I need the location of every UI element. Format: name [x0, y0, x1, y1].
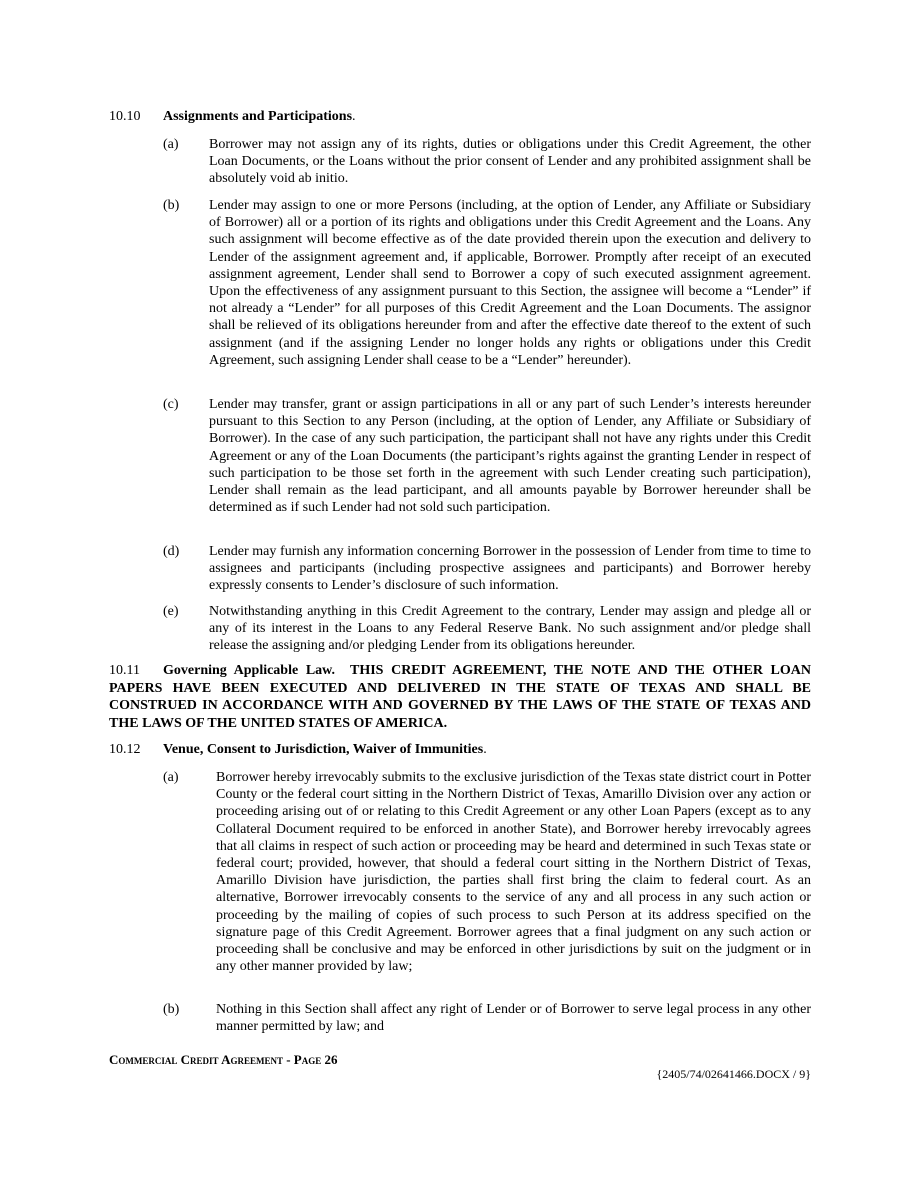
item-label: (d) — [163, 544, 180, 559]
item-text: Notwithstanding anything in this Credit Agreement to the contrary, Lender may assign and pledge all or any of its interest in the Loans to any Federal Reserve Bank. No such assignment and/or pledge shall release the assigning and/or pledging Lender from its obligations hereunder. — [209, 604, 811, 654]
section-title: Assignments and Participations — [163, 109, 353, 124]
item-label: (a) — [163, 137, 179, 152]
section-number: 10.11 — [109, 663, 140, 678]
footer-page-title: Commercial Credit Agreement - Page 26 — [109, 1052, 338, 1067]
item-label: (b) — [163, 1002, 180, 1017]
item-text: Lender may furnish any information concerning Borrower in the possession of Lender from time to time to assignees and participants (including prospective assignees and participants) and Borrower hereby expressly consents to Lender’s disclosure of such information. — [209, 544, 811, 594]
section-body: THIS CREDIT AGREEMENT, THE NOTE AND THE OTHER LOAN PAPERS HAVE BEEN EXECUTED AND DELIVERED IN THE STATE OF TEXAS AND SHALL BE CONSTRUED IN ACCORDANCE WITH AND GOVERNED BY THE LAWS OF THE STATE OF TEXAS AND THE LAWS OF THE UNITED STATES OF AMERICA. — [109, 663, 812, 731]
item-text: Lender may assign to one or more Persons (including, at the option of Lender, any Affiliate or Subsidiary of Borrower) all or a portion of its rights and obligations under this Credit Agreement and the Loans. Any such assignment will become effective as of the date provided therein upon the execution and delivery to Lender of the assignment agreement and, if applicable, Borrower. Promptly after receipt of an executed assignment agreement, Lender shall send to Borrower a copy of such executed assignment agreement. Upon the effectiveness of any assignment pursuant to this Section, the assignee will become a “Lender” if not already a “Lender” for all purposes of this Credit Agreement and the Loan Documents. The assignor shall be relieved of its obligations hereunder from and after the effective date thereof to the extent of such assignment (and if the assigning Lender no longer holds any rights or obligations under this Credit Agreement, such assigning Lender shall cease to be a “Lender” hereunder). — [209, 198, 811, 368]
section-number: 10.10 — [109, 109, 141, 124]
item-text: Lender may transfer, grant or assign participations in all or any part of such Lender’s interests hereunder pursuant to this Section to any Person (including, at the option of Lender, any Affiliate or Subsidiary of Borrower). In the case of any such participation, the participant shall not have any rights under this Credit Agreement or any of the Loan Documents (the participant’s rights against the granting Lender in respect of such participation to be those set forth in the agreement with such Lender creating such participation), Lender shall remain as the lead participant, and all amounts payable by Borrower hereunder shall be determined as if such Lender had not sold such participation. — [209, 397, 811, 516]
item-label: (b) — [163, 198, 180, 213]
section-10-12-heading — [109, 741, 811, 758]
section-title: Governing Applicable Law — [163, 663, 332, 678]
item-label: (e) — [163, 604, 179, 619]
item-label: (a) — [163, 770, 179, 785]
item-text: Borrower may not assign any of its rights, duties or obligations under this Credit Agreement, the other Loan Documents, or the Loans without the prior consent of Lender and any prohibited assignment shall be absolutely void ab initio. — [209, 137, 811, 187]
section-10-10-heading — [109, 108, 811, 125]
section-10-11: 10.11 Governing Applicable Law. THIS CREDIT AGREEMENT, THE NOTE AND THE OTHER LOAN PAPERS HAVE BEEN EXECUTED AND DELIVERED IN THE STATE OF TEXAS AND SHALL BE CONSTRUED IN ACCORDANCE WITH AND GOVERNED BY THE LAWS OF THE STATE OF TEXAS AND THE LAWS OF THE UNITED STATES OF AMERICA. — [109, 663, 812, 731]
section-number: 10.12 — [109, 742, 141, 757]
item-text: Borrower hereby irrevocably submits to the exclusive jurisdiction of the Texas state district court in Potter County or the federal court sitting in the Northern District of Texas, Amarillo Division over any action or proceeding arising out of or relating to this Credit Agreement or any other Loan Papers (except as to any Collateral Document required to be enforced in another State), and Borrower hereby irrevocably agrees that all claims in respect of such action or proceeding may be heard and determined in such Texas state or federal court; provided, however, that should a federal court sitting in the Northern District of Texas, Amarillo Division have jurisdiction, the parties shall first bring the claim to federal court. As an alternative, Borrower irrevocably consents to the service of any and all process in any such action or proceeding by the mailing of copies of such process to such Person at its address specified on the signature page of this Credit Agreement. Borrower agrees that a final judgment on any such action or proceeding shall be conclusive and may be enforced in other jurisdictions by suit on the judgment or in any other manner provided by law; — [216, 770, 811, 975]
section-title-period: . — [352, 109, 356, 124]
item-text: Nothing in this Section shall affect any right of Lender or of Borrower to serve legal process in any other manner permitted by law; and — [216, 1002, 811, 1035]
item-label: (c) — [163, 397, 179, 412]
section-title: Venue, Consent to Jurisdiction, Waiver of Immunities — [163, 742, 484, 757]
footer-document-id: {2405/74/02641466.DOCX / 9} — [656, 1067, 811, 1081]
section-title-period: . — [483, 742, 487, 757]
